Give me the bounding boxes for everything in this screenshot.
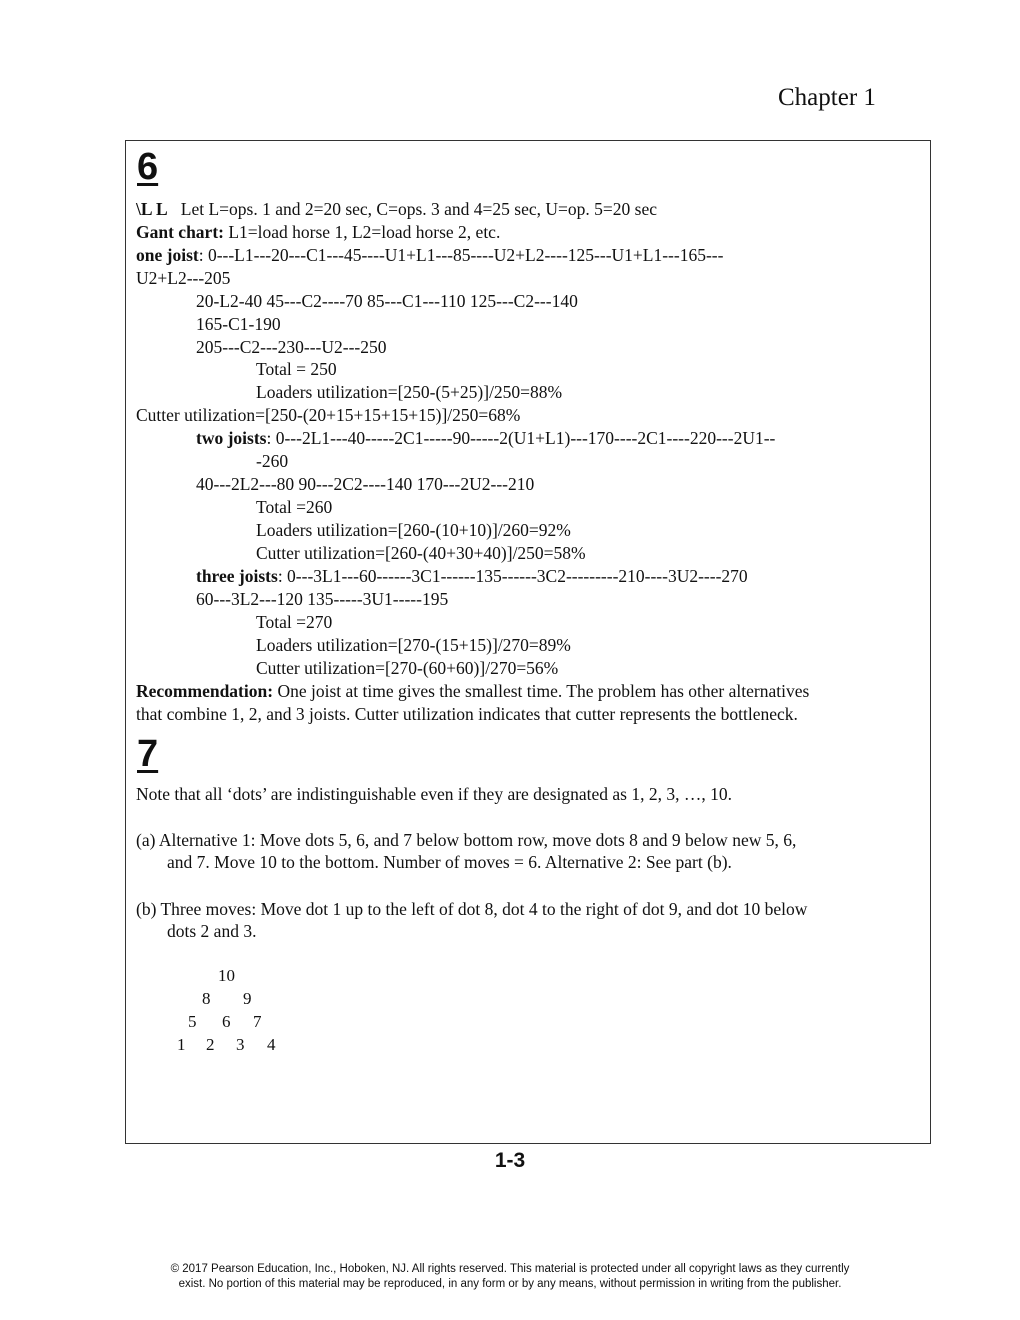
one-joist-cutter: Cutter utilization=[250-(20+15+15+15+15)]/250=68% <box>136 405 521 425</box>
three-joists-line <box>196 565 748 587</box>
dot-3: 3 <box>236 1035 245 1054</box>
one-joist-total: Total = 250 <box>256 359 337 379</box>
recommendation-line-2: that combine 1, 2, and 3 joists. Cutter utilization indicates that cutter represents the bottleneck. <box>136 704 798 724</box>
problem-7-number: 7 <box>137 733 159 775</box>
three-joists-line-2: 60---3L2---120 135-----3U1-----195 <box>196 589 449 609</box>
chapter-header: Chapter 1 <box>778 84 876 111</box>
dot-7: 7 <box>253 1012 262 1031</box>
two-joists-line-2: -260 <box>256 451 289 471</box>
three-joists-sequence: : 0---3L1---60------3C1------135------3C2---------210----3U2----270 <box>277 566 748 586</box>
two-joists-line <box>196 427 775 449</box>
part-b-line-2: dots 2 and 3. <box>167 921 257 941</box>
two-joists-label: two joists <box>196 428 267 448</box>
recommendation-line-1 <box>136 680 809 702</box>
one-joist-label: one joist <box>136 245 199 265</box>
problem-7-note: Note that all ‘dots’ are indistinguishable even if they are designated as 1, 2, 3, …, 10. <box>136 784 732 804</box>
two-joists-loaders: Loaders utilization=[260-(10+10)]/260=92% <box>256 520 571 540</box>
gant-text: L1=load horse 1, L2=load horse 2, etc. <box>223 222 501 242</box>
three-joists-cutter: Cutter utilization=[270-(60+60)]/270=56% <box>256 658 559 678</box>
dot-10: 10 <box>218 966 235 985</box>
part-a-line-1: (a) Alternative 1: Move dots 5, 6, and 7 below bottom row, move dots 8 and 9 below new 5, 6, <box>136 830 797 850</box>
one-joist-line <box>136 244 723 266</box>
gant-chart-line <box>136 221 500 243</box>
two-joists-sequence: : 0---2L1---40-----2C1-----90-----2(U1+L1)---170----2C1----220---2U1-- <box>266 428 776 448</box>
one-joist-line-2: U2+L2---205 <box>136 268 231 288</box>
problem-6-intro <box>136 198 657 220</box>
page-number: 1-3 <box>494 1149 526 1172</box>
one-joist-line-3: 20-L2-40 45---C2----70 85---C1---110 125---C2---140 <box>196 291 578 311</box>
dot-1: 1 <box>177 1035 186 1054</box>
three-joists-total: Total =270 <box>256 612 333 632</box>
problem-6-number: 6 <box>137 146 159 188</box>
two-joists-line-3: 40---2L2---80 90---2C2----140 170---2U2---210 <box>196 474 535 494</box>
gant-label: Gant chart: <box>136 222 224 242</box>
dot-8: 8 <box>202 989 211 1008</box>
part-b-line-1: (b) Three moves: Move dot 1 up to the left of dot 8, dot 4 to the right of dot 9, and dot 10 below <box>136 899 808 919</box>
recommendation-text: One joist at time gives the smallest time. The problem has other alternatives <box>273 681 810 701</box>
dot-2: 2 <box>206 1035 215 1054</box>
one-joist-line-4: 165-C1-190 <box>196 314 281 334</box>
three-joists-label: three joists <box>196 566 278 586</box>
two-joists-total: Total =260 <box>256 497 333 517</box>
copyright-line-1: © 2017 Pearson Education, Inc., Hoboken, NJ. All rights reserved. This material is protected under all copyright laws as they currently <box>170 1263 850 1275</box>
recommendation-label: Recommendation: <box>136 681 274 701</box>
dot-5: 5 <box>188 1012 197 1031</box>
intro-text: Let L=ops. 1 and 2=20 sec, C=ops. 3 and 4=25 sec, U=op. 5=20 sec <box>180 199 657 219</box>
two-joists-cutter: Cutter utilization=[260-(40+30+40)]/250=58% <box>256 543 586 563</box>
part-a-line-2: and 7. Move 10 to the bottom. Number of moves = 6. Alternative 2: See part (b). <box>167 852 732 872</box>
three-joists-loaders: Loaders utilization=[270-(15+15)]/270=89% <box>256 635 571 655</box>
one-joist-sequence: : 0---L1---20---C1---45----U1+L1---85----U2+L2----125---U1+L1---165--- <box>198 245 724 265</box>
one-joist-loaders: Loaders utilization=[250-(5+25)]/250=88% <box>256 382 563 402</box>
one-joist-line-5: 205---C2---230---U2---250 <box>196 337 387 357</box>
dot-9: 9 <box>243 989 252 1008</box>
dot-6: 6 <box>222 1012 231 1031</box>
dot-4: 4 <box>267 1035 276 1054</box>
intro-prefix: \L L <box>136 199 168 219</box>
copyright-line-2: exist. No portion of this material may be reproduced, in any form or by any means, without permission in writing from the publisher. <box>178 1278 842 1290</box>
